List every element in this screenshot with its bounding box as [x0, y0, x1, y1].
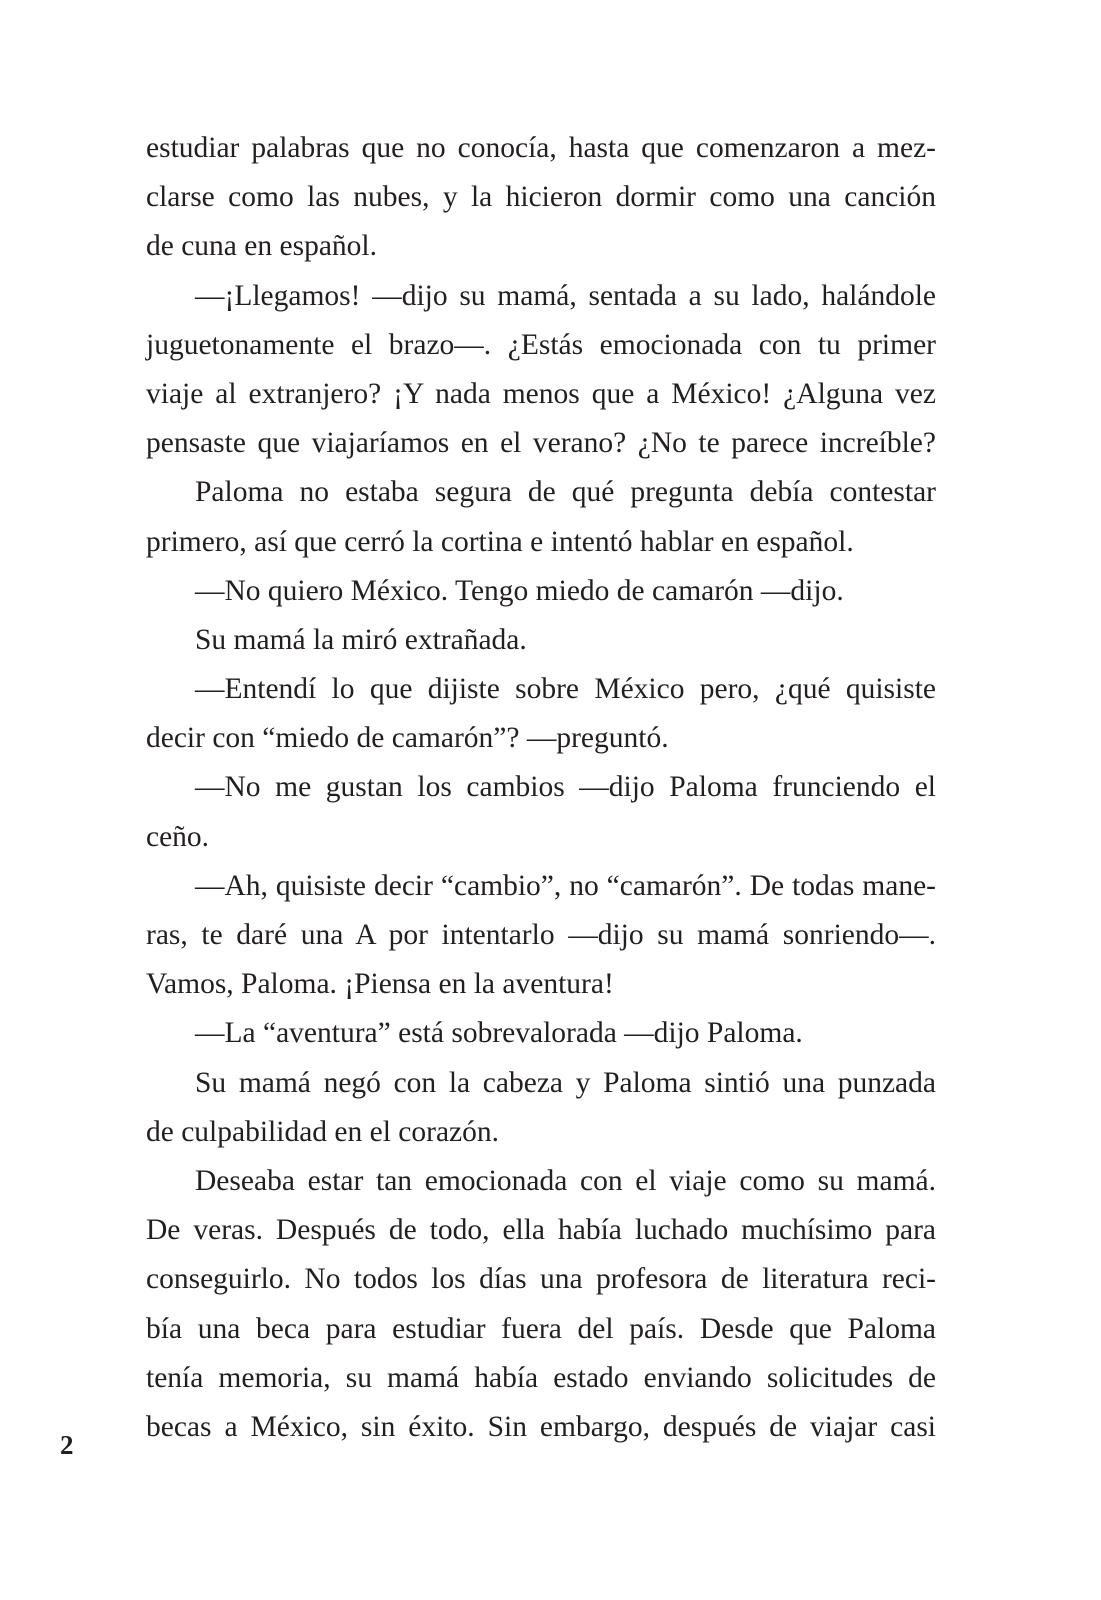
text-line: de culpabilidad en el corazón. — [146, 1115, 500, 1148]
text-line: —No me gustan los cambios —dijo Paloma frunciendo el — [195, 771, 936, 804]
text-line: de cuna en español. — [146, 230, 377, 263]
text-line: —¡Llegamos! —dijo su mamá, sentada a su lado, halándole — [195, 279, 936, 312]
text-line: clarse como las nubes, y la hicieron dormir como una canción — [146, 181, 936, 214]
text-line: —No quiero México. Tengo miedo de camarón —dijo. — [195, 574, 844, 607]
body-text — [146, 124, 936, 1452]
text-line: —Ah, quisiste decir “cambio”, no “camarón”. De todas mane- — [195, 869, 936, 902]
text-line: —Entendí lo que dijiste sobre México pero, ¿qué quisiste — [195, 673, 936, 706]
text-line: juguetonamente el brazo—. ¿Estás emocionada con tu primer — [146, 328, 936, 361]
text-line: ras, te daré una A por intentarlo —dijo su mamá sonriendo—. — [146, 919, 936, 951]
text-line: Deseaba estar tan emocionada con el viaje como su mamá. — [195, 1164, 936, 1197]
text-line: tenía memoria, su mamá había estado enviando solicitudes de — [146, 1361, 936, 1394]
text-line: decir con “miedo de camarón”? —preguntó. — [146, 722, 669, 755]
text-line: primero, así que cerró la cortina e intentó hablar en español. — [146, 525, 854, 558]
text-line: conseguirlo. No todos los días una profesora de literatura reci- — [146, 1263, 936, 1296]
text-line: Paloma no estaba segura de qué pregunta debía contestar — [195, 476, 936, 509]
text-line: viaje al extranjero? ¡Y nada menos que a México! ¿Alguna vez — [146, 377, 936, 410]
text-line: estudiar palabras que no conocía, hasta que comenzaron a mez- — [146, 132, 936, 164]
text-line: pensaste que viajaríamos en el verano? ¿No te parece increíble? — [146, 427, 936, 460]
text-line: Su mamá la miró extrañada. — [195, 623, 527, 656]
text-line: —La “aventura” está sobrevalorada —dijo Paloma. — [195, 1017, 803, 1050]
text-line: De veras. Después de todo, ella había luchado muchísimo para — [146, 1214, 936, 1247]
text-line: becas a México, sin éxito. Sin embargo, después de viajar casi — [146, 1410, 936, 1443]
text-line: Su mamá negó con la cabeza y Paloma sintió una punzada — [195, 1066, 936, 1099]
text-line: bía una beca para estudiar fuera del país. Desde que Paloma — [146, 1312, 936, 1345]
text-line: Vamos, Paloma. ¡Piensa en la aventura! — [146, 968, 614, 1001]
page-number: 2 — [60, 1430, 74, 1460]
text-line: ceño. — [146, 820, 210, 853]
